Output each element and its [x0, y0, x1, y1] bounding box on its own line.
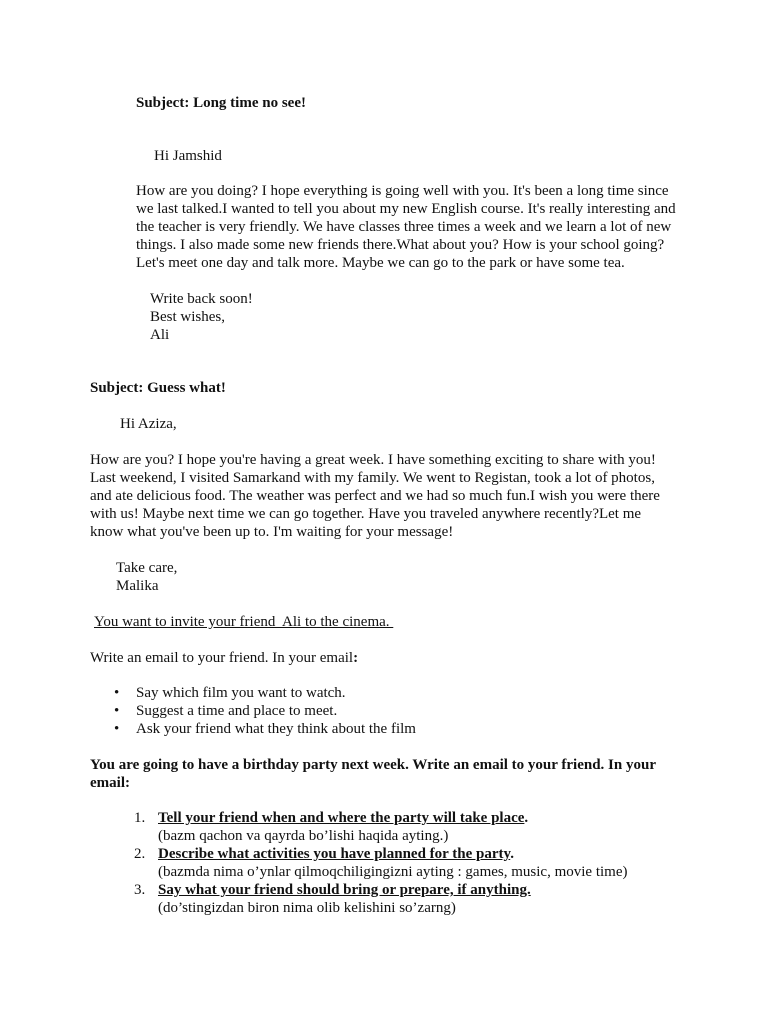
- item-task-text: Describe what activities you have planned for the party: [158, 846, 511, 862]
- task2-prompt-line: You are going to have a birthday party next week. Write an email to your friend. In your: [90, 757, 656, 773]
- task1-instruction-text: Write an email to your friend. In your email: [90, 650, 354, 666]
- email2-body-line: know what you've been up to. I'm waiting for your message!: [90, 524, 454, 540]
- bullet-text: Suggest a time and place to meet.: [136, 703, 338, 719]
- task2-numbered-list: [134, 809, 627, 917]
- task1-bullet-list: [110, 684, 416, 738]
- bullet-icon: •: [114, 685, 120, 701]
- email2-body-line: with us! Maybe next time we can go together. Have you traveled anywhere recently?Let me: [90, 506, 642, 522]
- email1-signature: Ali: [150, 327, 170, 343]
- list-item: [110, 684, 416, 702]
- email2-signature: Malika: [116, 578, 159, 594]
- item-gloss: (bazmda nima o’ynlar qilmoqchiligingizni ayting : games, music, movie time): [158, 864, 628, 880]
- email1-signoff-line: Best wishes,: [150, 309, 225, 325]
- task1-instruction-colon: :: [353, 650, 359, 666]
- email1-signoff-line: Write back soon!: [150, 291, 253, 307]
- email1-body-line: the teacher is very friendly. We have classes three times a week and we learn a lot of new: [136, 219, 672, 235]
- item-number: 2.: [134, 846, 146, 862]
- bullet-text: Say which film you want to watch.: [136, 685, 346, 701]
- email2-greeting: Hi Aziza,: [120, 416, 177, 432]
- email1-subject: Subject: Long time no see!: [136, 95, 306, 111]
- email2-signoff-line: Take care,: [116, 560, 178, 576]
- task1-instruction: [90, 649, 358, 667]
- item-task-text: Say what your friend should bring or prepare, if anything.: [158, 882, 531, 898]
- item-task-text: Tell your friend when and where the party will take place: [158, 810, 525, 826]
- list-item: [134, 881, 627, 917]
- email2-body-line: Last weekend, I visited Samarkand with my family. We went to Registan, took a lot of photos,: [90, 470, 655, 486]
- list-item: [110, 702, 416, 720]
- item-task-punct: .: [510, 846, 514, 862]
- bullet-icon: •: [114, 703, 120, 719]
- item-task-punct: .: [524, 810, 529, 826]
- list-item: [134, 845, 627, 881]
- item-gloss: (do’stingizdan biron nima olib kelishini so’zarng): [158, 900, 456, 916]
- list-item: [134, 809, 627, 845]
- task1-title: You want to invite your friend Ali to the cinema.: [94, 614, 394, 630]
- list-item: [110, 720, 416, 738]
- bullet-icon: •: [114, 721, 120, 737]
- item-number: 1.: [134, 810, 146, 826]
- email2-subject: Subject: Guess what!: [90, 380, 226, 396]
- email1-greeting: Hi Jamshid: [154, 148, 222, 164]
- task2-prompt-line: email:: [90, 775, 130, 791]
- bullet-text: Ask your friend what they think about the film: [136, 721, 416, 737]
- email2-body-line: and ate delicious food. The weather was perfect and we had so much fun.I wish you were there: [90, 488, 660, 504]
- item-number: 3.: [134, 882, 146, 898]
- email2-body-line: How are you? I hope you're having a great week. I have something exciting to share with you!: [90, 452, 656, 468]
- email1-body-line: Let's meet one day and talk more. Maybe we can go to the park or have some tea.: [136, 255, 625, 271]
- email1-body-line: things. I also made some new friends there.What about you? How is your school going?: [136, 237, 665, 253]
- item-gloss: (bazm qachon va qayrda bo’lishi haqida ayting.): [158, 828, 449, 844]
- email1-body-line: we last talked.I wanted to tell you about my new English course. It's really interesting and: [136, 201, 676, 217]
- email1-body-line: How are you doing? I hope everything is going well with you. It's been a long time since: [136, 183, 669, 199]
